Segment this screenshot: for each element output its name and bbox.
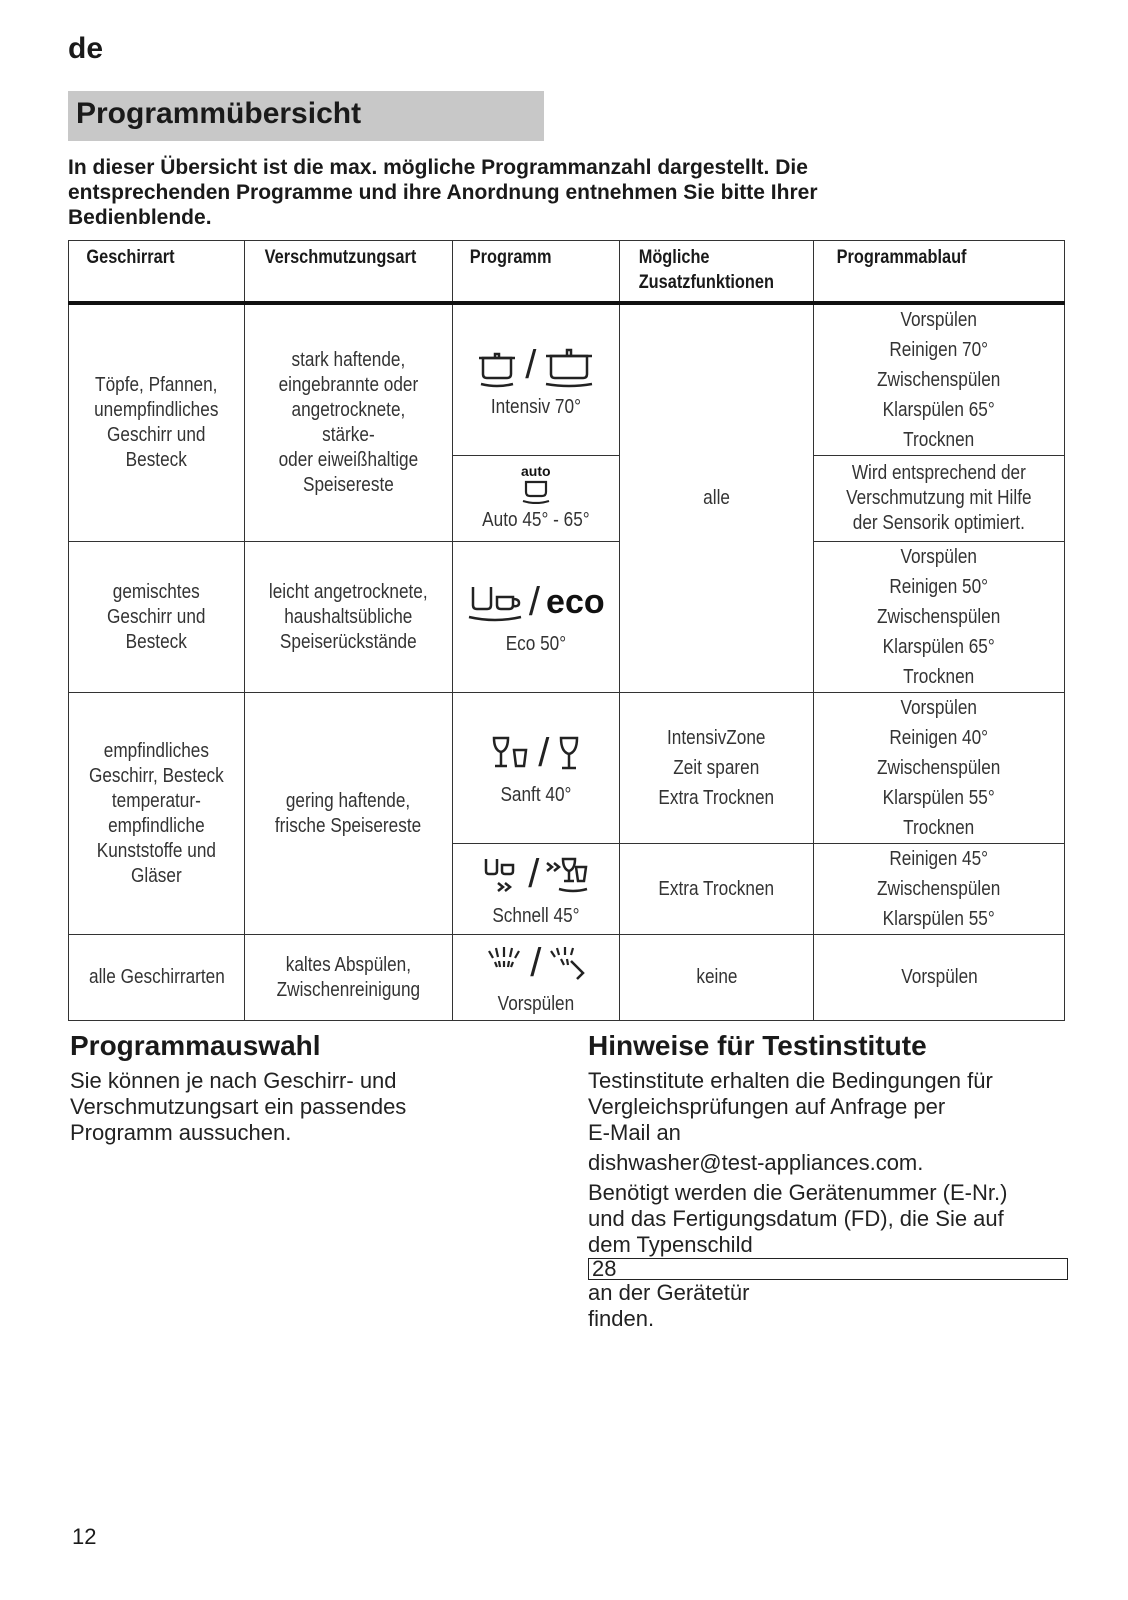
separator-slash: / xyxy=(528,852,540,896)
glass-icon xyxy=(488,732,532,776)
ablauf-cell: Vorspülen Reinigen 40° Zwischenspülen Klarspülen 55° Trocknen xyxy=(814,693,1065,844)
verschmutzung-cell: gering haftende, frische Speisereste xyxy=(245,693,453,935)
page-title: Programmübersicht xyxy=(76,97,362,130)
wine-glass-icon xyxy=(555,732,583,776)
programmauswahl-text: Sie können je nach Geschirr- und Verschmutzungsart ein passendes Programm aussuchen. xyxy=(70,1068,407,1145)
eco-badge: eco xyxy=(546,583,605,621)
program-label: Sanft 40° xyxy=(500,783,572,806)
header-geschirrart: Geschirrart xyxy=(69,241,245,304)
separator-slash: / xyxy=(530,940,542,985)
program-label: Eco 50° xyxy=(505,632,566,655)
reference-number-box: 28 xyxy=(588,1258,1068,1280)
table-header-row xyxy=(69,241,1065,304)
auto-badge: auto xyxy=(521,463,551,479)
ablauf-cell: Reinigen 45° Zwischenspülen Klarspülen 55° xyxy=(814,844,1065,935)
program-schnell-cell xyxy=(452,844,619,935)
zusatz-cell: alle xyxy=(619,303,813,693)
header-verschmutzungsart: Verschmutzungsart xyxy=(245,241,453,304)
intro-line: Bedienblende. xyxy=(68,206,212,229)
rinse-dish-icon xyxy=(547,943,587,983)
program-eco-cell xyxy=(452,542,619,693)
program-intensiv-cell xyxy=(452,303,619,456)
program-vorspuelen-cell xyxy=(452,935,619,1021)
program-auto-cell xyxy=(452,456,619,542)
hinweise-text: Testinstitute erhalten die Bedingungen für Vergleichsprüfungen auf Anfrage per E-Mail an dishwasher@test-appliances.com. Benötigt werden die Gerätenummer (E-Nr.) und das Fertigungsdatum (FD), die Sie auf dem Typenschild 28 an der Gerätetür finden. xyxy=(588,1068,1068,1332)
rinse-icon xyxy=(484,943,524,983)
intro-line: In dieser Übersicht ist die max. mögliche Programmanzahl dargestellt. Die xyxy=(68,156,808,179)
ablauf-cell: Vorspülen xyxy=(814,935,1065,1021)
pot-large-icon xyxy=(542,344,596,388)
ablauf-cell: Wird entsprechend der Verschmutzung mit Hilfe der Sensorik optimiert. xyxy=(814,456,1065,542)
verschmutzung-cell: leicht angetrocknete, haushaltsübliche Speiserückstände xyxy=(245,542,453,693)
table-row xyxy=(69,693,1065,844)
geschirr-cell: alle Geschirrarten xyxy=(69,935,245,1021)
header-programmablauf: Programmablauf xyxy=(814,241,1065,304)
geschirr-cell: Töpfe, Pfannen, unempfindliches Geschirr und Besteck xyxy=(69,303,245,542)
table-row xyxy=(69,935,1065,1021)
eco-cup-icon xyxy=(467,581,523,625)
section-title-bar xyxy=(68,91,544,141)
program-label: Schnell 45° xyxy=(492,904,580,927)
table-row xyxy=(69,542,1065,693)
language-code: de xyxy=(68,32,104,65)
intro-line: entsprechenden Programme und ihre Anordnung entnehmen Sie bitte Ihrer xyxy=(68,181,818,204)
program-table xyxy=(68,240,1065,1021)
separator-slash: / xyxy=(538,731,550,775)
separator-slash: / xyxy=(528,580,541,624)
program-sanft-cell xyxy=(452,693,619,844)
zusatz-cell: keine xyxy=(619,935,813,1021)
pot-icon xyxy=(475,344,519,388)
zusatz-cell: IntensivZone Zeit sparen Extra Trocknen xyxy=(619,693,813,844)
quick-icon xyxy=(482,853,522,897)
geschirr-cell: empfindliches Geschirr, Besteck temperatur- empfindliche Kunststoffe und Gläser xyxy=(69,693,245,935)
verschmutzung-cell: kaltes Abspülen, Zwischenreinigung xyxy=(245,935,453,1021)
hinweise-heading: Hinweise für Testinstitute xyxy=(588,1030,927,1061)
table-row xyxy=(69,303,1065,456)
auto-icon xyxy=(521,478,551,504)
program-label: Auto 45° - 65° xyxy=(482,509,590,531)
zusatz-cell: Extra Trocknen xyxy=(619,844,813,935)
email-address: dishwasher@test-appliances.com. xyxy=(588,1150,924,1175)
intro-text xyxy=(68,155,1028,230)
separator-slash: / xyxy=(525,343,537,387)
ablauf-cell: Vorspülen Reinigen 70° Zwischenspülen Klarspülen 65° Trocknen xyxy=(814,303,1065,456)
verschmutzung-cell: stark haftende, eingebrannte oder angetrocknete, stärke- oder eiweißhaltige Speisereste xyxy=(245,303,453,542)
quick-glass-icon xyxy=(545,853,589,897)
program-label: Vorspülen xyxy=(497,993,575,1015)
program-label: Intensiv 70° xyxy=(490,395,581,418)
geschirr-cell: gemischtes Geschirr und Besteck xyxy=(69,542,245,693)
header-programm: Programm xyxy=(452,241,619,304)
page-number: 12 xyxy=(72,1524,97,1549)
ablauf-cell: Vorspülen Reinigen 50° Zwischenspülen Klarspülen 65° Trocknen xyxy=(814,542,1065,693)
programmauswahl-heading: Programmauswahl xyxy=(70,1030,321,1061)
header-zusatzfunktionen: Mögliche Zusatzfunktionen xyxy=(619,241,813,304)
